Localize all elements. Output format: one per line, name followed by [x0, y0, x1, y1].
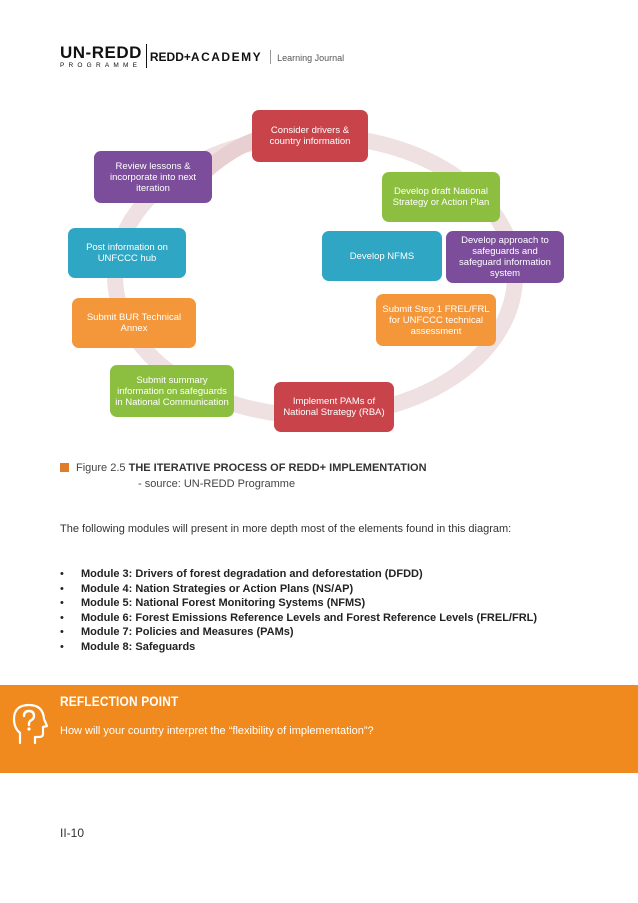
reflection-point-banner: [0, 685, 638, 773]
step-review-lessons: Review lessons & incorporate into next iteration: [94, 151, 212, 203]
journal-label: Learning Journal: [277, 53, 345, 63]
redd-academy-logo: REDD+ACADEMY: [149, 50, 263, 64]
step-submit-summary: Submit summary information on safeguards in National Communication: [110, 365, 234, 417]
un-redd-logo: UN-REDD PROGRAMME: [60, 43, 142, 69]
figure-source: - source: UN-REDD Programme: [138, 478, 296, 490]
journal-divider: [270, 50, 271, 64]
reflection-title: REFLECTION POINT: [60, 693, 179, 709]
head-question-icon: [10, 701, 48, 745]
step-safeguards-approach: Develop approach to safeguards and safeguard information system: [446, 231, 564, 283]
step-post-information: Post information on UNFCCC hub: [68, 228, 186, 278]
list-item: • Module 6: Forest Emissions Reference Levels and Forest Reference Levels (FREL/FRL): [60, 611, 538, 624]
header: [60, 44, 344, 70]
step-consider-drivers: Consider drivers & country information: [252, 110, 368, 162]
step-submit-frel: Submit Step 1 FREL/FRL for UNFCCC technical assessment: [376, 294, 496, 346]
intro-paragraph: The following modules will present in more depth most of the elements found in this diagram:: [60, 523, 512, 535]
figure-caption: Figure 2.5 THE ITERATIVE PROCESS OF REDD+ IMPLEMENTATION: [60, 462, 427, 474]
logo-divider: [146, 44, 147, 68]
modules-list: [60, 567, 537, 654]
list-item: • Module 3: Drivers of forest degradation and deforestation (DFDD): [60, 568, 423, 580]
caption-square-icon: [60, 463, 69, 472]
step-develop-nfms: Develop NFMS: [322, 231, 442, 281]
reflection-question: How will your country interpret the “flexibility of implementation”?: [60, 725, 374, 737]
iterative-process-diagram: [60, 108, 580, 438]
page-number: II-10: [60, 826, 85, 840]
list-item: • Module 7: Policies and Measures (PAMs): [60, 626, 294, 638]
list-item: • Module 4: Nation Strategies or Action Plans (NS/AP): [60, 582, 354, 595]
step-draft-strategy: Develop draft National Strategy or Action Plan: [382, 172, 500, 222]
figure-title: THE ITERATIVE PROCESS OF REDD+ IMPLEMENTATION: [128, 462, 427, 474]
step-submit-bur: Submit BUR Technical Annex: [72, 298, 196, 348]
step-implement-pams: Implement PAMs of National Strategy (RBA): [274, 382, 394, 432]
list-item: • Module 5: National Forest Monitoring Systems (NFMS): [60, 597, 366, 609]
list-item: • Module 8: Safeguards: [60, 640, 196, 653]
